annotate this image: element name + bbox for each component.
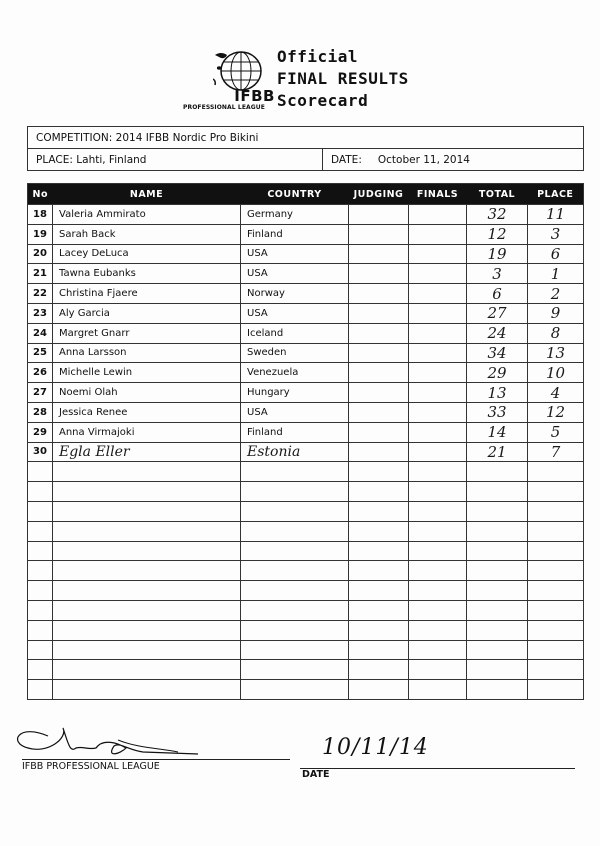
- empty-cell-place: [528, 581, 584, 601]
- cell-place: 5: [528, 422, 584, 442]
- cell-finals: [409, 442, 467, 462]
- empty-cell-country: [241, 660, 349, 680]
- empty-cell-total: [467, 581, 528, 601]
- empty-cell-finals: [409, 501, 467, 521]
- signature-scribble: [8, 718, 208, 763]
- empty-cell-name: [53, 462, 241, 482]
- empty-cell-place: [528, 482, 584, 502]
- empty-table-row: [28, 501, 584, 521]
- cell-total: 19: [467, 244, 528, 264]
- empty-cell-finals: [409, 541, 467, 561]
- cell-judging: [349, 205, 409, 225]
- cell-judging: [349, 422, 409, 442]
- empty-cell-total: [467, 541, 528, 561]
- empty-cell-country: [241, 600, 349, 620]
- cell-finals: [409, 224, 467, 244]
- cell-total: 14: [467, 422, 528, 442]
- empty-cell-judging: [349, 482, 409, 502]
- empty-cell-judging: [349, 600, 409, 620]
- empty-cell-name: [53, 680, 241, 700]
- col-header-no: No: [28, 184, 53, 205]
- cell-place: 13: [528, 343, 584, 363]
- empty-cell-no: [28, 640, 53, 660]
- cell-country: USA: [241, 303, 349, 323]
- empty-cell-name: [53, 620, 241, 640]
- cell-name: Anna Virmajoki: [53, 422, 241, 442]
- cell-country: Finland: [241, 422, 349, 442]
- results-body: [28, 205, 584, 700]
- table-row: [28, 422, 584, 442]
- logo-text: IFBB: [234, 87, 275, 105]
- cell-name: Michelle Lewin: [53, 363, 241, 383]
- empty-cell-judging: [349, 521, 409, 541]
- cell-name: Lacey DeLuca: [53, 244, 241, 264]
- empty-cell-name: [53, 482, 241, 502]
- empty-cell-total: [467, 600, 528, 620]
- cell-no: 30: [28, 442, 53, 462]
- empty-cell-judging: [349, 462, 409, 482]
- cell-finals: [409, 284, 467, 304]
- cell-place: 8: [528, 323, 584, 343]
- signature-label: IFBB PROFESSIONAL LEAGUE: [22, 761, 160, 772]
- date-line: [300, 768, 575, 769]
- empty-cell-name: [53, 501, 241, 521]
- cell-judging: [349, 264, 409, 284]
- empty-cell-judging: [349, 501, 409, 521]
- cell-place: 12: [528, 402, 584, 422]
- cell-total: 24: [467, 323, 528, 343]
- handwritten-date: 10/11/14: [322, 735, 429, 760]
- cell-total: 6: [467, 284, 528, 304]
- empty-cell-name: [53, 600, 241, 620]
- empty-cell-name: [53, 521, 241, 541]
- cell-country: Hungary: [241, 383, 349, 403]
- empty-cell-finals: [409, 660, 467, 680]
- empty-table-row: [28, 620, 584, 640]
- cell-country: Germany: [241, 205, 349, 225]
- cell-judging: [349, 442, 409, 462]
- empty-cell-finals: [409, 521, 467, 541]
- empty-cell-no: [28, 521, 53, 541]
- cell-no: 21: [28, 264, 53, 284]
- cell-country: Iceland: [241, 323, 349, 343]
- empty-cell-no: [28, 581, 53, 601]
- table-header-row: [28, 184, 584, 205]
- ifbb-logo: [183, 44, 275, 114]
- col-header-place: PLACE: [528, 184, 584, 205]
- cell-name: Anna Larsson: [53, 343, 241, 363]
- empty-cell-country: [241, 521, 349, 541]
- cell-finals: [409, 264, 467, 284]
- cell-total: 27: [467, 303, 528, 323]
- empty-table-row: [28, 482, 584, 502]
- table-row: [28, 303, 584, 323]
- empty-cell-name: [53, 640, 241, 660]
- cell-no: 23: [28, 303, 53, 323]
- table-row: [28, 284, 584, 304]
- empty-cell-country: [241, 462, 349, 482]
- empty-cell-judging: [349, 640, 409, 660]
- title-line-2: FINAL RESULTS: [277, 69, 409, 88]
- table-row: [28, 244, 584, 264]
- col-header-judging: JUDGING: [349, 184, 409, 205]
- empty-cell-place: [528, 660, 584, 680]
- date-label: DATE:: [331, 153, 362, 166]
- empty-cell-place: [528, 541, 584, 561]
- empty-cell-place: [528, 521, 584, 541]
- cell-finals: [409, 244, 467, 264]
- cell-total: 34: [467, 343, 528, 363]
- empty-table-row: [28, 640, 584, 660]
- empty-cell-total: [467, 482, 528, 502]
- table-row: [28, 363, 584, 383]
- empty-cell-country: [241, 482, 349, 502]
- cell-no: 20: [28, 244, 53, 264]
- cell-finals: [409, 323, 467, 343]
- empty-cell-country: [241, 581, 349, 601]
- empty-cell-judging: [349, 620, 409, 640]
- empty-cell-place: [528, 600, 584, 620]
- empty-cell-total: [467, 620, 528, 640]
- cell-total: 33: [467, 402, 528, 422]
- cell-judging: [349, 224, 409, 244]
- empty-cell-finals: [409, 620, 467, 640]
- cell-country: Estonia: [241, 442, 349, 462]
- cell-total: 12: [467, 224, 528, 244]
- empty-cell-total: [467, 561, 528, 581]
- empty-cell-country: [241, 680, 349, 700]
- empty-cell-no: [28, 561, 53, 581]
- cell-name: Christina Fjaere: [53, 284, 241, 304]
- cell-no: 25: [28, 343, 53, 363]
- cell-country: USA: [241, 402, 349, 422]
- empty-cell-no: [28, 482, 53, 502]
- cell-country: Sweden: [241, 343, 349, 363]
- empty-cell-place: [528, 561, 584, 581]
- cell-place: 2: [528, 284, 584, 304]
- table-row: [28, 383, 584, 403]
- empty-cell-finals: [409, 680, 467, 700]
- place-field: [28, 149, 323, 170]
- empty-cell-total: [467, 680, 528, 700]
- empty-table-row: [28, 600, 584, 620]
- title-line-1: Official: [277, 47, 359, 66]
- place-value: Lahti, Finland: [76, 153, 147, 166]
- empty-cell-no: [28, 501, 53, 521]
- empty-cell-finals: [409, 462, 467, 482]
- empty-cell-total: [467, 640, 528, 660]
- cell-judging: [349, 284, 409, 304]
- cell-judging: [349, 402, 409, 422]
- empty-cell-place: [528, 640, 584, 660]
- cell-judging: [349, 363, 409, 383]
- empty-cell-finals: [409, 581, 467, 601]
- competition-label: COMPETITION:: [36, 131, 113, 144]
- empty-cell-country: [241, 561, 349, 581]
- cell-judging: [349, 383, 409, 403]
- cell-place: 6: [528, 244, 584, 264]
- empty-table-row: [28, 561, 584, 581]
- cell-no: 24: [28, 323, 53, 343]
- cell-finals: [409, 205, 467, 225]
- place-label: PLACE:: [36, 153, 73, 166]
- empty-cell-finals: [409, 561, 467, 581]
- cell-no: 27: [28, 383, 53, 403]
- cell-country: Venezuela: [241, 363, 349, 383]
- cell-country: Norway: [241, 284, 349, 304]
- empty-cell-name: [53, 660, 241, 680]
- empty-cell-no: [28, 600, 53, 620]
- cell-country: USA: [241, 264, 349, 284]
- table-row: [28, 224, 584, 244]
- empty-cell-country: [241, 501, 349, 521]
- empty-cell-total: [467, 501, 528, 521]
- empty-cell-total: [467, 521, 528, 541]
- cell-name: Valeria Ammirato: [53, 205, 241, 225]
- empty-table-row: [28, 541, 584, 561]
- page-title: [277, 46, 409, 112]
- empty-cell-country: [241, 541, 349, 561]
- table-row: [28, 442, 584, 462]
- col-header-country: COUNTRY: [241, 184, 349, 205]
- col-header-name: NAME: [53, 184, 241, 205]
- cell-finals: [409, 343, 467, 363]
- cell-place: 3: [528, 224, 584, 244]
- logo-subtext: PROFESSIONAL LEAGUE: [183, 104, 265, 111]
- empty-cell-judging: [349, 561, 409, 581]
- empty-table-row: [28, 581, 584, 601]
- table-row: [28, 343, 584, 363]
- table-row: [28, 323, 584, 343]
- empty-cell-judging: [349, 660, 409, 680]
- cell-place: 7: [528, 442, 584, 462]
- competition-row: [28, 127, 583, 149]
- cell-judging: [349, 323, 409, 343]
- empty-cell-total: [467, 462, 528, 482]
- cell-finals: [409, 363, 467, 383]
- empty-cell-country: [241, 620, 349, 640]
- empty-cell-no: [28, 620, 53, 640]
- empty-cell-judging: [349, 581, 409, 601]
- cell-place: 1: [528, 264, 584, 284]
- cell-name: Aly Garcia: [53, 303, 241, 323]
- empty-table-row: [28, 680, 584, 700]
- cell-country: Finland: [241, 224, 349, 244]
- col-header-total: TOTAL: [467, 184, 528, 205]
- empty-cell-place: [528, 620, 584, 640]
- cell-finals: [409, 383, 467, 403]
- cell-place: 10: [528, 363, 584, 383]
- competition-info-box: [27, 126, 584, 171]
- empty-cell-judging: [349, 680, 409, 700]
- cell-name: Noemi Olah: [53, 383, 241, 403]
- empty-cell-place: [528, 680, 584, 700]
- empty-cell-finals: [409, 600, 467, 620]
- title-line-3: Scorecard: [277, 91, 369, 110]
- col-header-finals: FINALS: [409, 184, 467, 205]
- cell-name: Egla Eller: [53, 442, 241, 462]
- cell-finals: [409, 402, 467, 422]
- competition-value: 2014 IFBB Nordic Pro Bikini: [115, 131, 259, 144]
- cell-total: 13: [467, 383, 528, 403]
- competition-field: [28, 127, 258, 148]
- cell-place: 4: [528, 383, 584, 403]
- empty-table-row: [28, 521, 584, 541]
- cell-total: 21: [467, 442, 528, 462]
- empty-cell-finals: [409, 482, 467, 502]
- scorecard-header: [183, 44, 443, 114]
- cell-no: 28: [28, 402, 53, 422]
- empty-cell-country: [241, 640, 349, 660]
- cell-name: Jessica Renee: [53, 402, 241, 422]
- cell-finals: [409, 422, 467, 442]
- table-row: [28, 402, 584, 422]
- cell-place: 9: [528, 303, 584, 323]
- cell-judging: [349, 244, 409, 264]
- cell-place: 11: [528, 205, 584, 225]
- empty-cell-place: [528, 501, 584, 521]
- empty-table-row: [28, 462, 584, 482]
- cell-judging: [349, 343, 409, 363]
- cell-total: 29: [467, 363, 528, 383]
- empty-cell-place: [528, 462, 584, 482]
- table-row: [28, 205, 584, 225]
- empty-cell-no: [28, 680, 53, 700]
- empty-cell-no: [28, 541, 53, 561]
- cell-no: 26: [28, 363, 53, 383]
- cell-no: 22: [28, 284, 53, 304]
- cell-no: 18: [28, 205, 53, 225]
- cell-finals: [409, 303, 467, 323]
- empty-table-row: [28, 660, 584, 680]
- footer-date-label: DATE: [302, 769, 330, 780]
- cell-name: Margret Gnarr: [53, 323, 241, 343]
- empty-cell-name: [53, 561, 241, 581]
- cell-no: 29: [28, 422, 53, 442]
- empty-cell-finals: [409, 640, 467, 660]
- empty-cell-no: [28, 660, 53, 680]
- cell-judging: [349, 303, 409, 323]
- cell-no: 19: [28, 224, 53, 244]
- date-value: October 11, 2014: [377, 153, 470, 166]
- signature-line: [22, 759, 290, 760]
- empty-cell-judging: [349, 541, 409, 561]
- results-table: [27, 183, 584, 700]
- date-field: [323, 149, 470, 170]
- cell-name: Sarah Back: [53, 224, 241, 244]
- table-row: [28, 264, 584, 284]
- empty-cell-name: [53, 541, 241, 561]
- empty-cell-total: [467, 660, 528, 680]
- cell-country: USA: [241, 244, 349, 264]
- place-date-row: [28, 149, 583, 170]
- cell-name: Tawna Eubanks: [53, 264, 241, 284]
- cell-total: 3: [467, 264, 528, 284]
- empty-cell-name: [53, 581, 241, 601]
- cell-total: 32: [467, 205, 528, 225]
- empty-cell-no: [28, 462, 53, 482]
